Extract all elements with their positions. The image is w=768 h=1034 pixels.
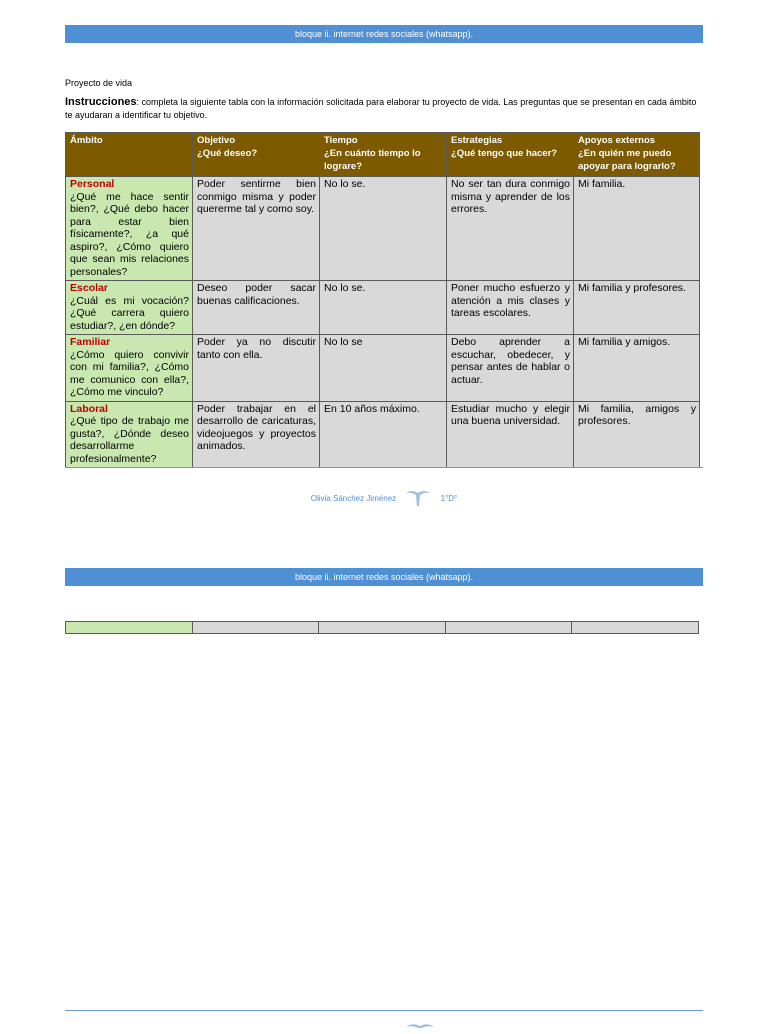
header-ambito: Ámbito — [66, 133, 193, 177]
ambito-cell: Personal ¿Qué me hace sentir bien?, ¿Qué debo hacer para estar bien físicamente?, ¿a qué aspiro?, ¿Cómo quiero que sean mis relaciones personales? — [66, 177, 193, 281]
header-estrategias: Estrategias ¿Qué tengo que hacer? — [447, 133, 574, 177]
table-row — [66, 401, 700, 468]
apoyos-cell: Mi familia. — [574, 177, 700, 281]
tiempo-cell — [319, 622, 446, 634]
instructions — [65, 96, 705, 122]
apoyos-cell: Mi familia y amigos. — [574, 335, 700, 402]
header-objetivo: Objetivo ¿Qué deseo? — [193, 133, 320, 177]
table-row — [66, 177, 700, 281]
page-header-banner: bloque ii. internet redes sociales (whatsapp). — [65, 25, 703, 43]
logo-icon — [404, 487, 432, 509]
tiempo-cell: En 10 años máximo. — [320, 401, 447, 468]
ambito-cell — [66, 622, 193, 634]
tiempo-cell: No lo se. — [320, 177, 447, 281]
tiempo-cell: No lo se. — [320, 281, 447, 335]
footer-group: 1°D° — [440, 493, 458, 503]
header-apoyos: Apoyos externos ¿En quién me puedo apoyar para lograrlo? — [574, 133, 700, 177]
apoyos-cell — [572, 622, 699, 634]
apoyos-cell: Mi familia, amigos y profesores. — [574, 401, 700, 468]
header-tiempo: Tiempo ¿En cuánto tiempo lo lograre? — [320, 133, 447, 177]
table-row — [66, 281, 700, 335]
apoyos-cell: Mi familia y profesores. — [574, 281, 700, 335]
footer-divider-2 — [65, 1010, 703, 1011]
page-header-banner-2: bloque ii. internet redes sociales (whatsapp). — [65, 568, 703, 586]
table-row — [66, 622, 699, 634]
objetivo-cell: Deseo poder sacar buenas calificaciones. — [193, 281, 320, 335]
ambito-cell: Familiar ¿Cómo quiero convivir con mi familia?, ¿Cómo me comunico con ella?, ¿Cómo me vinculo? — [66, 335, 193, 402]
estrategias-cell: Poner mucho esfuerzo y atención a mis clases y tareas escolares. — [447, 281, 574, 335]
objetivo-cell: Poder sentirme bien conmigo misma y poder quererme tal y como soy. — [193, 177, 320, 281]
ambito-cell: Laboral ¿Qué tipo de trabajo me gusta?, ¿Dónde deseo desarrollarme profesionalmente? — [66, 401, 193, 468]
footer-author: Olivia Sánchez Jiménez — [310, 493, 397, 503]
project-label: Proyecto de vida — [65, 78, 133, 88]
empty-table — [65, 621, 699, 634]
ambito-cell: Escolar ¿Cuál es mi vocación? ¿Qué carrera quiero estudiar?, ¿en dónde? — [66, 281, 193, 335]
logo-icon — [404, 1016, 436, 1034]
tiempo-cell: No lo se — [320, 335, 447, 402]
instructions-label: Instrucciones — [65, 96, 137, 108]
estrategias-cell: Debo aprender a escuchar, obedecer, y pensar antes de hablar o actuar. — [447, 335, 574, 402]
footer-divider — [65, 467, 703, 468]
table-row — [66, 335, 700, 402]
objetivo-cell: Poder trabajar en el desarrollo de caricaturas, videojuegos y proyectos animados. — [193, 401, 320, 468]
project-table — [65, 132, 700, 468]
estrategias-cell — [445, 622, 572, 634]
page-footer — [0, 487, 768, 509]
objetivo-cell — [192, 622, 319, 634]
estrategias-cell: Estudiar mucho y elegir una buena universidad. — [447, 401, 574, 468]
objetivo-cell: Poder ya no discutir tanto con ella. — [193, 335, 320, 402]
table-header-row — [66, 133, 700, 177]
estrategias-cell: No ser tan dura conmigo misma y aprender de los errores. — [447, 177, 574, 281]
instructions-text: : completa la siguiente tabla con la información solicitada para elaborar tu proyecto de vida. Las preguntas que se presentan en cada ámbito te ayudaran a identificar tu objetivo. — [65, 97, 697, 120]
